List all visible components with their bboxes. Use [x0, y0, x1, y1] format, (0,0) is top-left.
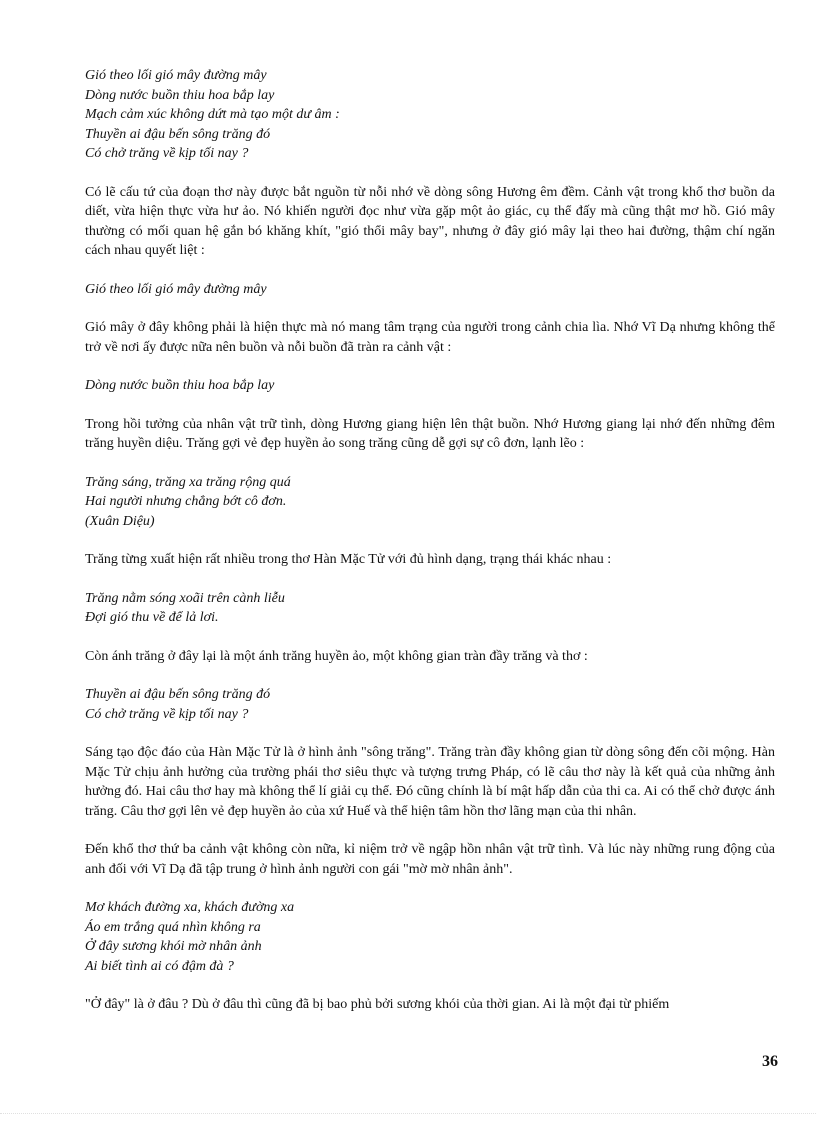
verse-attribution: (Xuân Diệu)	[85, 513, 155, 529]
verse-line: Đợi gió thu về để lả lơi.	[85, 610, 219, 625]
verse-line: Ở đây sương khói mờ nhân ảnh	[85, 939, 262, 954]
page-bottom-divider	[0, 1113, 816, 1114]
document-body	[85, 66, 775, 1034]
paragraph-8: "Ở đây" là ở đâu ? Dù ở đâu thì cũng đã bị bao phủ bởi sương khói của thời gian. Ai là một đại từ phiếm	[85, 997, 670, 1012]
poem-quote-2	[85, 376, 775, 396]
verse-line: Thuyền ai đậu bến sông trăng đó	[85, 687, 271, 702]
verse-line: Gió theo lối gió mây đường mây	[85, 281, 267, 297]
verse-line: Mơ khách đường xa, khách đường xa	[85, 900, 295, 915]
poem-quote-5	[85, 685, 775, 724]
verse-line: Dòng nước buồn thiu hoa bắp lay	[85, 87, 275, 103]
paragraph-5: Còn ánh trăng ở đây lại là một ánh trăng huyền ảo, một không gian tràn đầy trăng và thơ :	[85, 648, 588, 664]
verse-line: Trăng nằm sóng xoãi trên cành liễu	[85, 590, 285, 606]
paragraph-4: Trăng từng xuất hiện rất nhiều trong thơ Hàn Mặc Tử với đủ hình dạng, trạng thái khác nhau :	[85, 552, 612, 567]
poem-stanza-3	[85, 898, 775, 976]
verse-line: Hai người nhưng chẳng bớt cô đơn.	[85, 494, 287, 509]
poem-quote-1	[85, 280, 775, 300]
poem-stanza-1	[85, 66, 775, 164]
paragraph-2: Gió mây ở đây không phải là hiện thực mà nó mang tâm trạng của người trong cảnh chia lìa. Nhớ Vĩ Dạ nhưng không thể trở về nơi ấy được nữa nên buồn và nỗi buồn đã tràn ra cảnh vật :	[85, 320, 775, 355]
verse-line: Ai biết tình ai có đậm đà ?	[85, 958, 234, 974]
verse-line: Trăng sáng, trăng xa trăng rộng quá	[85, 474, 291, 490]
paragraph-1: Có lẽ cấu tứ của đoạn thơ này được bắt nguồn từ nỗi nhớ về dòng sông Hương êm đềm. Cảnh vật trong khổ thơ buồn da diết, vừa hiện thực vừa hư ảo. Nó khiến người đọc như vừa gặp một ảo giác, cụ thể đấy mà cũng thật mơ hồ. Gió mây thường có mối quan hệ gắn bó khăng khít, "gió thổi mây bay", nhưng ở đây gió mây lại theo hai đường, thậm chí ngăn cách nhau quyết liệt :	[85, 184, 775, 258]
paragraph-7: Đến khổ thơ thứ ba cảnh vật không còn nữa, kỉ niệm trở về ngập hồn nhân vật trữ tình. Và lúc này những rung động của anh đối với Vĩ Dạ đã tập trung ở hình ảnh người con gái "mờ mờ nhân ảnh".	[85, 842, 775, 877]
verse-line: Có chở trăng về kịp tối nay ?	[85, 706, 249, 722]
verse-line: Có chở trăng về kịp tối nay ?	[85, 146, 249, 161]
verse-line: Mạch cảm xúc không dứt mà tạo một dư âm :	[85, 107, 340, 122]
poem-quote-4	[85, 589, 775, 628]
poem-quote-3	[85, 473, 775, 532]
page-number: 36	[762, 1053, 778, 1070]
verse-line: Thuyền ai đậu bến sông trăng đó	[85, 126, 271, 142]
paragraph-6: Sáng tạo độc đáo của Hàn Mặc Tử là ở hình ảnh "sông trăng". Trăng tràn đầy không gian từ dòng sông đến cõi mộng. Hàn Mặc Tử chịu ảnh hưởng của trường phái thơ siêu thực và tượng trưng Pháp, có lẽ câu thơ này là kết quả của những ảnh hưởng đó. Hai câu thơ hay mà không thể lí giải cụ thể. Đó cũng chính là bí mật hấp dẫn của thi ca. Ai có thể chở được ánh trăng. Câu thơ gợi lên vẻ đẹp huyền ảo của xứ Huế và thể hiện tâm hồn thơ lãng mạn của thi nhân.	[85, 745, 775, 819]
verse-line: Áo em trắng quá nhìn không ra	[85, 919, 261, 935]
verse-line: Gió theo lối gió mây đường mây	[85, 68, 267, 83]
verse-line: Dòng nước buồn thiu hoa bắp lay	[85, 378, 275, 393]
paragraph-3: Trong hồi tưởng của nhân vật trữ tình, dòng Hương giang hiện lên thật buồn. Nhớ Hương giang lại nhớ đến những đêm trăng huyền diệu. Trăng gợi vẻ đẹp huyền ảo song trăng cũng dễ gợi sự cô đơn, lạnh lẽo :	[85, 416, 775, 451]
